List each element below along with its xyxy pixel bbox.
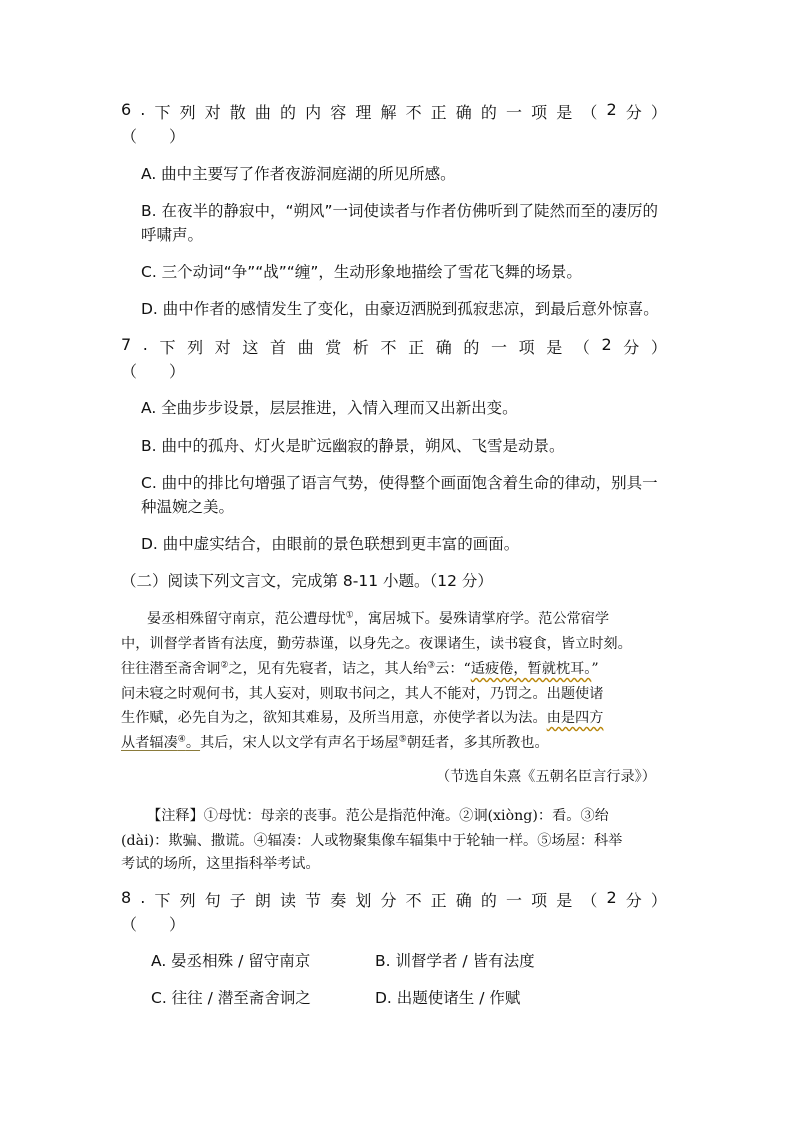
stem-char: 列	[179, 103, 196, 122]
question-8-option-a: A. 晏丞相殊 / 留守南京	[151, 952, 311, 970]
stem-char: 不	[405, 103, 422, 122]
section-2-heading: （二）阅读下列文言文，完成第 8-11 小题。（12 分）	[121, 572, 493, 590]
stem-char: 项	[531, 103, 548, 122]
question-7-answer-paren: （ ）	[121, 362, 186, 381]
passage-text: 之，见有先寝者，诘之，其人绐	[228, 661, 428, 677]
stem-char: 下	[154, 103, 171, 122]
stem-char: 这	[242, 338, 259, 357]
stem-char: 确	[455, 891, 472, 910]
passage-line-3	[121, 658, 599, 678]
question-8-option-c: C. 往往 / 潜至斋舍诇之	[151, 989, 311, 1007]
passage-text: 云：“	[435, 661, 471, 677]
notes-line-3: 考试的场所，这里指科举考试。	[121, 856, 320, 872]
stem-char: （	[573, 338, 590, 357]
stem-char: 一	[506, 103, 523, 122]
footnote-marker: ⑤	[398, 734, 407, 745]
stem-char: .	[140, 100, 146, 119]
stem-char: 曲	[254, 103, 271, 122]
notes-text: )：看。③绐	[532, 808, 609, 824]
footnote-marker: ④	[177, 734, 186, 745]
question-6-option-c: C. 三个动词“争”“战”“缠”，生动形象地描绘了雪花飞舞的场景。	[141, 263, 582, 281]
stem-char: （	[581, 103, 598, 122]
stem-char: 一	[506, 891, 523, 910]
stem-char: 奏	[330, 891, 347, 910]
question-7-option-c-cont: 种温婉之美。	[141, 498, 235, 516]
stem-char: 分	[625, 891, 642, 910]
stem-char: 是	[556, 891, 573, 910]
passage-text: ，寓居城下。晏殊请掌府学。范公常宿学	[353, 611, 610, 627]
question-6-option-b: B. 在夜半的静寂中，“朔风”一词使读者与作者仿佛听到了陡然而至的凄厉的	[141, 202, 659, 220]
stem-char: 不	[405, 891, 422, 910]
question-6-stem	[121, 100, 667, 123]
stem-char: 句	[204, 891, 221, 910]
notes-line-2	[121, 830, 622, 850]
notes-line-1	[147, 805, 609, 825]
footnote-marker: ①	[345, 610, 354, 621]
question-6-option-d: D. 曲中作者的感情发生了变化，由豪迈洒脱到孤寂悲凉，到最后意外惊喜。	[141, 300, 659, 318]
stem-char: 下	[154, 891, 171, 910]
question-8-option-b: B. 训督学者 / 皆有法度	[375, 952, 535, 970]
stem-char: 不	[380, 338, 397, 357]
stem-char: 节	[305, 891, 322, 910]
passage-source: （节选自朱熹《五朝名臣言行录》）	[436, 769, 656, 785]
stem-char: .	[140, 888, 146, 907]
stem-char: 列	[179, 891, 196, 910]
stem-char: 2	[601, 335, 612, 354]
stem-char: ）	[650, 891, 667, 910]
stem-char: 的	[480, 103, 497, 122]
footnote-marker: ②	[220, 660, 229, 671]
passage-text: 晏丞相殊留守南京，范公遭母忧	[147, 611, 346, 627]
stem-char: 的	[463, 338, 480, 357]
question-7-option-b: B. 曲中的孤舟、灯火是旷远幽寂的静景，朔风、飞雪是动景。	[141, 437, 565, 455]
stem-char: 对	[214, 338, 231, 357]
stem-char: 内	[305, 103, 322, 122]
passage-line-6	[121, 732, 549, 752]
stem-char: 析	[352, 338, 369, 357]
stem-char: 正	[430, 891, 447, 910]
stem-char: 2	[606, 100, 617, 119]
pinyin: dài	[126, 833, 149, 849]
notes-text: )：欺骗、撒谎。④辐凑：人或物聚集像车辐集中于轮轴一样。⑤场屋：科举	[148, 833, 623, 849]
stem-char: 6	[121, 100, 132, 119]
question-8-stem	[121, 888, 667, 911]
stem-char: 是	[546, 338, 563, 357]
stem-char: 的	[280, 103, 297, 122]
stem-char: 首	[270, 338, 287, 357]
stem-char: 一	[491, 338, 508, 357]
passage-text: ”	[591, 661, 599, 677]
pinyin: xiòng	[493, 808, 533, 824]
stem-char: 8	[121, 888, 132, 907]
stem-char: 7	[121, 335, 132, 354]
stem-char: .	[142, 335, 148, 354]
stem-char: ）	[650, 338, 667, 357]
wavy-underlined-sentence: 适疲倦，暂就枕耳。	[470, 661, 592, 677]
passage-line-4: 问未寝之时观何书，其人妄对，则取书问之，其人不能对，乃罚之。出题使诸	[121, 686, 604, 702]
question-7-option-a: A. 全曲步步设景，层层推进，入情入理而又出新出变。	[141, 399, 518, 417]
stem-char: 分	[380, 891, 397, 910]
passage-line-1	[147, 608, 609, 628]
passage-text: 其后，宋人以文学有声名于场屋	[200, 735, 399, 751]
stem-char: 项	[518, 338, 535, 357]
stem-char: 正	[408, 338, 425, 357]
passage-line-5	[121, 707, 603, 727]
passage-text: 往往潜至斋舍诇	[121, 661, 221, 677]
stem-char: 理	[355, 103, 372, 122]
stem-char: 解	[380, 103, 397, 122]
stem-char: 项	[531, 891, 548, 910]
underlined-phrase: 从者辐凑④。	[121, 734, 201, 751]
stem-char: 正	[430, 103, 447, 122]
stem-char: 的	[480, 891, 497, 910]
question-6-answer-paren: （ ）	[121, 127, 186, 146]
stem-char: 确	[455, 103, 472, 122]
stem-char: 赏	[325, 338, 342, 357]
passage-text: 朝廷者，多其所教也。	[406, 735, 549, 751]
stem-char: 读	[280, 891, 297, 910]
stem-char: 散	[229, 103, 246, 122]
question-8-option-d: D. 出题使诸生 / 作赋	[375, 989, 521, 1007]
stem-char: 下	[159, 338, 176, 357]
question-8-answer-paren: （ ）	[121, 915, 186, 934]
stem-char: 对	[204, 103, 221, 122]
stem-char: 容	[330, 103, 347, 122]
stem-char: 子	[229, 891, 246, 910]
stem-char: 朗	[254, 891, 271, 910]
wavy-underlined-sentence: 由是四方	[546, 710, 604, 726]
stem-char: ）	[650, 103, 667, 122]
question-7-stem	[121, 335, 667, 358]
stem-char: 分	[625, 103, 642, 122]
question-7-option-d: D. 曲中虚实结合，由眼前的景色联想到更丰富的画面。	[141, 535, 520, 553]
stem-char: 列	[187, 338, 204, 357]
stem-char: （	[581, 891, 598, 910]
stem-char: 划	[355, 891, 372, 910]
question-7-option-c: C. 曲中的排比句增强了语言气势，使得整个画面饱含着生命的律动，别具一	[141, 474, 658, 492]
stem-char: 2	[606, 888, 617, 907]
passage-text: 生作赋，必先自为之，欲知其难易，及所当用意，亦使学者以为法。	[121, 710, 547, 726]
stem-char: 曲	[297, 338, 314, 357]
stem-char: 确	[435, 338, 452, 357]
question-6-option-b-cont: 呼啸声。	[141, 226, 204, 244]
stem-char: 分	[623, 338, 640, 357]
notes-text: 【注释】①母忧：母亲的丧事。范公是指范仲淹。②诇(	[147, 808, 494, 824]
stem-char: 是	[556, 103, 573, 122]
passage-line-2: 中，训督学者皆有法度，勤劳恭谨，以身先之。夜课诸生，读书寝食，皆立时刻。	[121, 636, 632, 652]
question-6-option-a: A. 曲中主要写了作者夜游洞庭湖的所见所感。	[141, 165, 456, 183]
footnote-marker: ③	[427, 660, 436, 671]
notes-text: (	[121, 833, 127, 849]
